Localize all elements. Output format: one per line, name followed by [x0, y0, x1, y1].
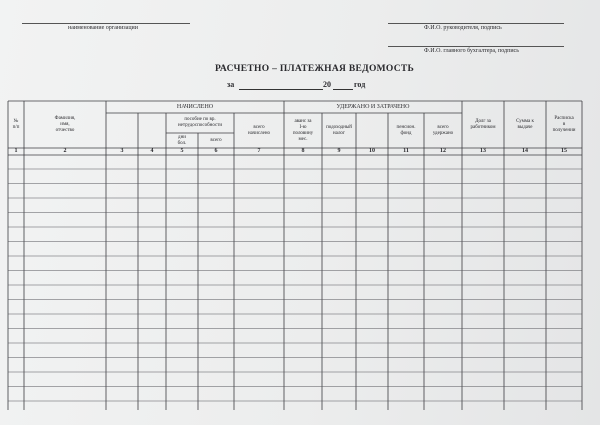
document-title: РАСЧЕТНО – ПЛАТЕЖНАЯ ВЕДОМОСТЬ — [215, 64, 415, 74]
period-za: за — [227, 80, 235, 89]
header-income-tax: подоходный налог — [326, 124, 352, 136]
header-sick-days: дни бол. — [177, 134, 187, 146]
header-pension-fund: пенсион. фонд — [396, 124, 416, 136]
group-header-withheld: УДЕРЖАНО И ЗАТРАЧЕНО — [336, 104, 410, 110]
header-signature: Расписка в получении — [552, 115, 576, 133]
column-number-13: 13 — [480, 148, 486, 154]
column-number-4: 4 — [150, 148, 154, 154]
header-advance: аванс за I-ю половину мес. — [292, 118, 314, 142]
column-number-8: 8 — [301, 148, 305, 154]
header-row-number: № п/п — [12, 118, 20, 130]
column-number-2: 2 — [63, 148, 67, 154]
column-number-10: 10 — [369, 148, 375, 154]
organization-label: наименование организации — [68, 25, 138, 31]
header-accrued-total: всего начислено — [248, 124, 270, 136]
period-century: 20 — [323, 80, 331, 89]
column-number-15: 15 — [561, 148, 567, 154]
header-sick-benefit: пособие по вр. нетрудоспособности — [177, 117, 223, 128]
director-label: Ф.И.О. руководителя, подпись — [424, 25, 502, 31]
header-full-name: Фамилия, имя, отчество — [54, 115, 76, 133]
header-sick-total: всего — [210, 137, 222, 143]
column-number-5: 5 — [180, 148, 184, 154]
column-number-9: 9 — [337, 148, 341, 154]
column-number-7: 7 — [257, 148, 261, 154]
column-number-1: 1 — [14, 148, 18, 154]
accountant-label: Ф.И.О. главного бухгалтера, подпись — [424, 48, 519, 54]
column-number-6: 6 — [214, 148, 218, 154]
column-number-14: 14 — [522, 148, 528, 154]
group-header-accrued: НАЧИСЛЕНО — [176, 104, 214, 110]
column-number-3: 3 — [120, 148, 124, 154]
column-number-11: 11 — [403, 148, 409, 154]
header-amount-to-pay: Сумма к выдаче — [516, 118, 534, 130]
period-year: год — [354, 80, 366, 89]
header-withheld-total: всего удержано — [432, 124, 454, 136]
header-debt: Долг за работником — [470, 118, 496, 130]
column-number-12: 12 — [440, 148, 446, 154]
